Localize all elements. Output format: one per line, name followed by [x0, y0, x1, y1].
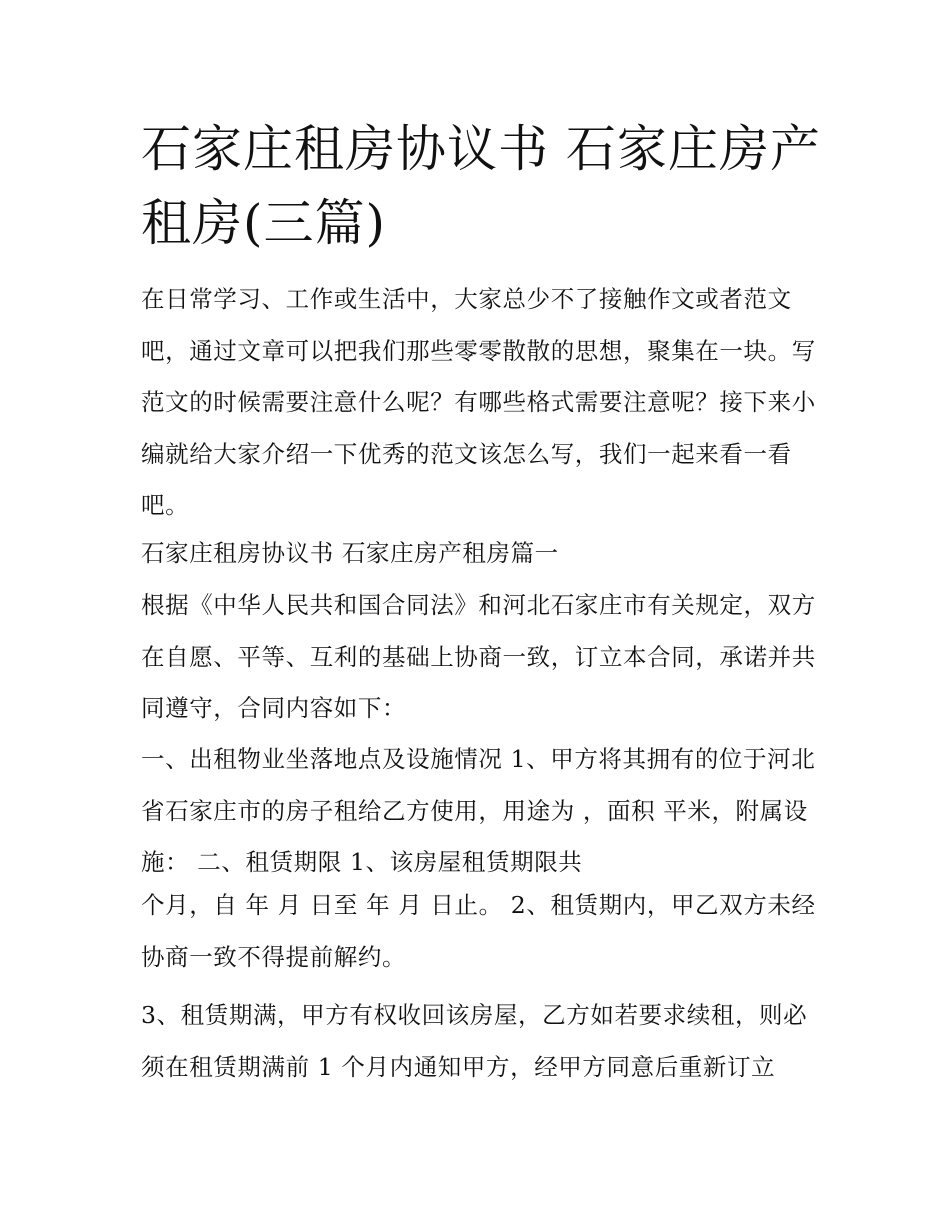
- clause-3-paragraph: 3、租赁期满，甲方有权收回该房屋，乙方如若要求续租，则必须在租赁期满前 1 个月内通知甲方，经甲方同意后重新订立: [141, 1001, 808, 1081]
- clause-1b-paragraph: 个月，自 年 月 日至 年 月 日止。 2、租赁期内，甲乙双方未经协商一致不得提前解约。: [141, 891, 816, 971]
- intro-paragraph: 在日常学习、工作或生活中，大家总少不了接触作文或者范文吧，通过文章可以把我们那些零零散散的思想，聚集在一块。写范文的时候需要注意什么呢？有哪些格式需要注意呢？接下来小编就给大家介绍一下优秀的范文该怎么写，我们一起来看一看吧。: [141, 285, 816, 519]
- basis-paragraph: 根据《中华人民共和国合同法》和河北石家庄市有关规定，双方在自愿、平等、互利的基础上协商一致，订立本合同，承诺并共同遵守，合同内容如下：: [141, 591, 816, 722]
- document-title: 石家庄租房协议书 石家庄房产租房(三篇): [141, 120, 821, 252]
- section-heading: 石家庄租房协议书 石家庄房产租房篇一: [141, 539, 559, 567]
- clause-1-paragraph: 一、出租物业坐落地点及设施情况 1、甲方将其拥有的位于河北省石家庄市的房子租给乙方使用，用途为 ，面积 平米，附属设施： 二、租赁期限 1、该房屋租赁期限共: [141, 745, 816, 876]
